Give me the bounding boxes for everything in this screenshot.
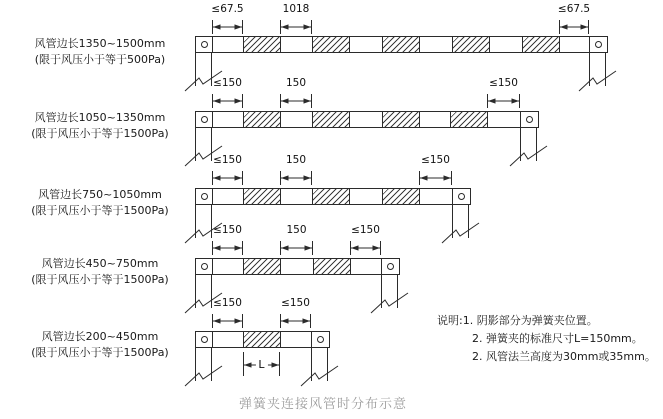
spring-clamp-hatch	[383, 189, 420, 204]
duct-segment	[350, 112, 383, 127]
duct-size-label: 风管边长450~750mm	[41, 257, 159, 270]
flange-end-box	[453, 189, 470, 204]
dimension	[212, 77, 243, 108]
dimension-label: ≤150	[281, 297, 310, 309]
dimension	[212, 297, 243, 328]
dimension-label: 1018	[282, 3, 310, 15]
duct-bar	[195, 258, 400, 275]
spring-clamp-hatch	[244, 37, 281, 52]
duct-segment	[281, 37, 313, 52]
spring-clamp-hatch	[244, 259, 281, 274]
dimension-label: 150	[285, 77, 307, 89]
duct-size-label: 风管边长200~450mm	[41, 330, 159, 343]
duct-size-label: 风管边长1050~1350mm	[34, 111, 166, 124]
dimension-label: ≤150	[213, 297, 242, 309]
row-label	[8, 110, 192, 142]
notes-block	[437, 312, 656, 366]
bolt-hole-icon	[458, 193, 465, 200]
duct-segment	[490, 37, 523, 52]
dimension	[211, 3, 244, 34]
break-mark-icon	[578, 70, 618, 92]
pressure-limit-label: (限于风压小于等于1500Pa)	[31, 346, 169, 359]
dimension	[280, 77, 312, 108]
dimension-L	[243, 352, 280, 376]
duct-segment	[213, 259, 244, 274]
duct-size-label: 风管边长1350~1500mm	[34, 37, 166, 50]
duct-segment	[213, 112, 244, 127]
dimension	[280, 297, 311, 328]
dimension	[350, 224, 381, 255]
duct-segment	[281, 259, 314, 274]
dimension-label: ≤150	[213, 154, 242, 166]
note-line: 2. 弹簧夹的标准尺寸L=150mm。	[472, 332, 643, 345]
duct-segment	[560, 37, 590, 52]
flange-end-box	[196, 189, 213, 204]
duct-segment	[281, 332, 312, 347]
duct-segment	[350, 37, 383, 52]
duct-segment	[351, 259, 382, 274]
flange-end-box	[196, 112, 213, 127]
duct-segment	[420, 189, 453, 204]
bolt-hole-icon	[201, 116, 208, 123]
break-mark-icon	[509, 145, 549, 167]
duct-segment	[213, 37, 244, 52]
spring-clamp-hatch	[313, 112, 350, 127]
pressure-limit-label: (限于风压小于等于1500Pa)	[31, 273, 169, 286]
spring-clamp-hatch	[314, 259, 351, 274]
duct-segment	[420, 37, 453, 52]
spring-clamp-hatch	[313, 189, 350, 204]
duct-size-label: 风管边长750~1050mm	[38, 188, 162, 201]
duct-bar	[195, 188, 471, 205]
bolt-hole-icon	[526, 116, 533, 123]
spring-clamp-hatch	[383, 112, 420, 127]
bolt-hole-icon	[201, 41, 208, 48]
flange-end-box	[521, 112, 538, 127]
dimension-label: ≤150	[213, 77, 242, 89]
diagram-caption: 弹簧夹连接风管时分布示意	[238, 397, 407, 412]
dimension-label: ≤67.5	[557, 3, 591, 15]
break-mark-icon	[441, 222, 481, 244]
row-label	[8, 329, 192, 361]
duct-segment	[281, 189, 313, 204]
bolt-hole-icon	[201, 193, 208, 200]
dimension	[557, 3, 591, 34]
duct-bar	[195, 36, 608, 53]
duct-bar	[195, 331, 330, 348]
pressure-limit-label: (限于风压小于等于500Pa)	[34, 53, 166, 66]
dimension-label: L	[255, 357, 267, 372]
dimension	[280, 154, 312, 185]
pressure-limit-label: (限于风压小于等于1500Pa)	[31, 204, 169, 217]
note-line: 说明:1. 阴影部分为弹簧夹位置。	[437, 314, 598, 327]
dimension-label: ≤150	[489, 77, 518, 89]
dimension-label: ≤150	[213, 224, 242, 236]
dimension	[419, 154, 452, 185]
break-mark-icon	[300, 365, 340, 387]
bolt-hole-icon	[387, 263, 394, 270]
duct-segment	[213, 332, 244, 347]
dimension	[280, 224, 313, 255]
row-label	[8, 36, 192, 68]
spring-clamp-hatch	[451, 112, 488, 127]
dimension-label: 150	[285, 154, 307, 166]
spring-clamp-hatch	[244, 332, 281, 347]
duct-bar	[195, 111, 539, 128]
dimension-label: 150	[286, 224, 307, 236]
break-mark-icon	[370, 292, 410, 314]
duct-segment	[488, 112, 521, 127]
bolt-hole-icon	[201, 336, 208, 343]
duct-segment	[213, 189, 244, 204]
flange-end-box	[312, 332, 329, 347]
flange-end-box	[196, 259, 213, 274]
dimension-label: ≤150	[421, 154, 450, 166]
spring-clamp-hatch	[453, 37, 490, 52]
pressure-limit-label: (限于风压小于等于1500Pa)	[31, 127, 169, 140]
row-label	[8, 187, 192, 219]
row-label	[8, 256, 192, 288]
duct-segment	[420, 112, 451, 127]
note-line: 2. 风管法兰高度为30mm或35mm。	[472, 350, 656, 363]
flange-end-box	[590, 37, 607, 52]
dimension	[280, 3, 312, 34]
flange-end-box	[196, 37, 213, 52]
bolt-hole-icon	[317, 336, 324, 343]
duct-segment	[281, 112, 313, 127]
flange-end-box	[382, 259, 399, 274]
flange-end-box	[196, 332, 213, 347]
bolt-hole-icon	[595, 41, 602, 48]
spring-clamp-hatch	[244, 189, 281, 204]
dimension-label: ≤67.5	[211, 3, 244, 15]
spring-clamp-hatch	[523, 37, 560, 52]
break-mark-icon	[184, 365, 224, 387]
dimension	[212, 154, 243, 185]
spring-clamp-hatch	[383, 37, 420, 52]
spring-clamp-hatch	[244, 112, 281, 127]
duct-segment	[350, 189, 383, 204]
dimension-label: ≤150	[351, 224, 380, 236]
dimension	[487, 77, 520, 108]
dimension	[212, 224, 243, 255]
spring-clamp-hatch	[313, 37, 350, 52]
bolt-hole-icon	[201, 263, 208, 270]
